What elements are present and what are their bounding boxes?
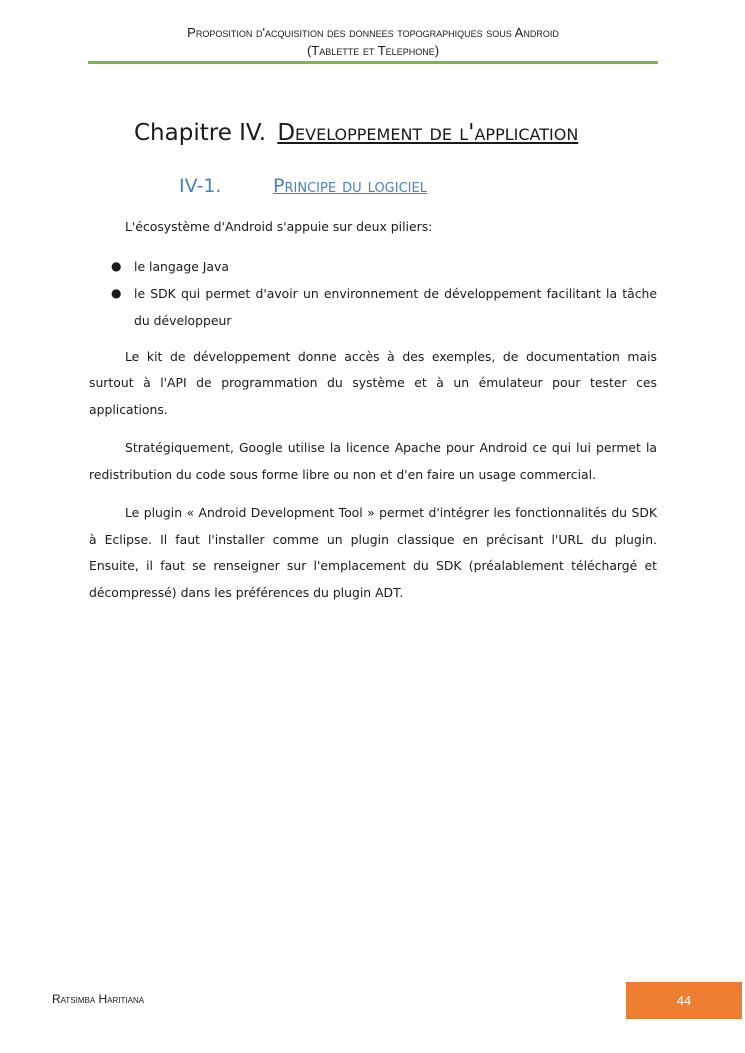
header-divider [88, 61, 658, 64]
chapter-heading [134, 120, 578, 146]
paragraph: Le plugin « Android Development Tool » permet d'intégrer les fonctionnalités du SDK à Eclipse. Il faut l'installer comme un plugin classique en précisant l'URL du plugin. Ensuite, il faut se renseigner sur l'emplacement du SDK (préalablement téléchargé et décompressé) dans les préférences du plugin ADT. [89, 505, 657, 600]
chapter-label: Chapitre IV. [134, 120, 267, 146]
list-item-text: le SDK qui permet d'avoir un environnement de développement facilitant la tâche du développeur [134, 285, 657, 328]
chapter-title: Developpement de l'application [277, 120, 579, 146]
body-text [89, 214, 657, 618]
running-header [88, 24, 658, 60]
section-number: IV-1. [179, 175, 222, 197]
intro-paragraph: L'écosystème d'Android s'appuie sur deux piliers: [125, 219, 433, 234]
header-line-1: Proposition d'acquisition des donnees topographiques sous Android [187, 25, 559, 40]
paragraph: Stratégiquement, Google utilise la licence Apache pour Android ce qui lui permet la redistribution du code sous forme libre ou non et d'en faire un usage commercial. [89, 440, 657, 482]
bullet-icon: ● [111, 285, 122, 300]
paragraph: Le kit de développement donne accès à des exemples, de documentation mais surtout à l'API de programmation du système et à un émulateur pour tester ces applications. [89, 348, 657, 417]
page-number: 44 [676, 993, 692, 1008]
list-item [89, 253, 657, 280]
bullet-icon: ● [111, 258, 122, 273]
bullet-list [89, 253, 657, 334]
footer-author: Ratsimba Haritiana [52, 992, 145, 1006]
section-heading [179, 175, 427, 197]
section-title: Principe du logiciel [273, 175, 427, 197]
list-item [89, 280, 657, 334]
list-item-text: le langage Java [134, 258, 229, 274]
page-number-badge [626, 982, 742, 1019]
header-line-2: (Tablette et Telephone) [306, 43, 440, 58]
